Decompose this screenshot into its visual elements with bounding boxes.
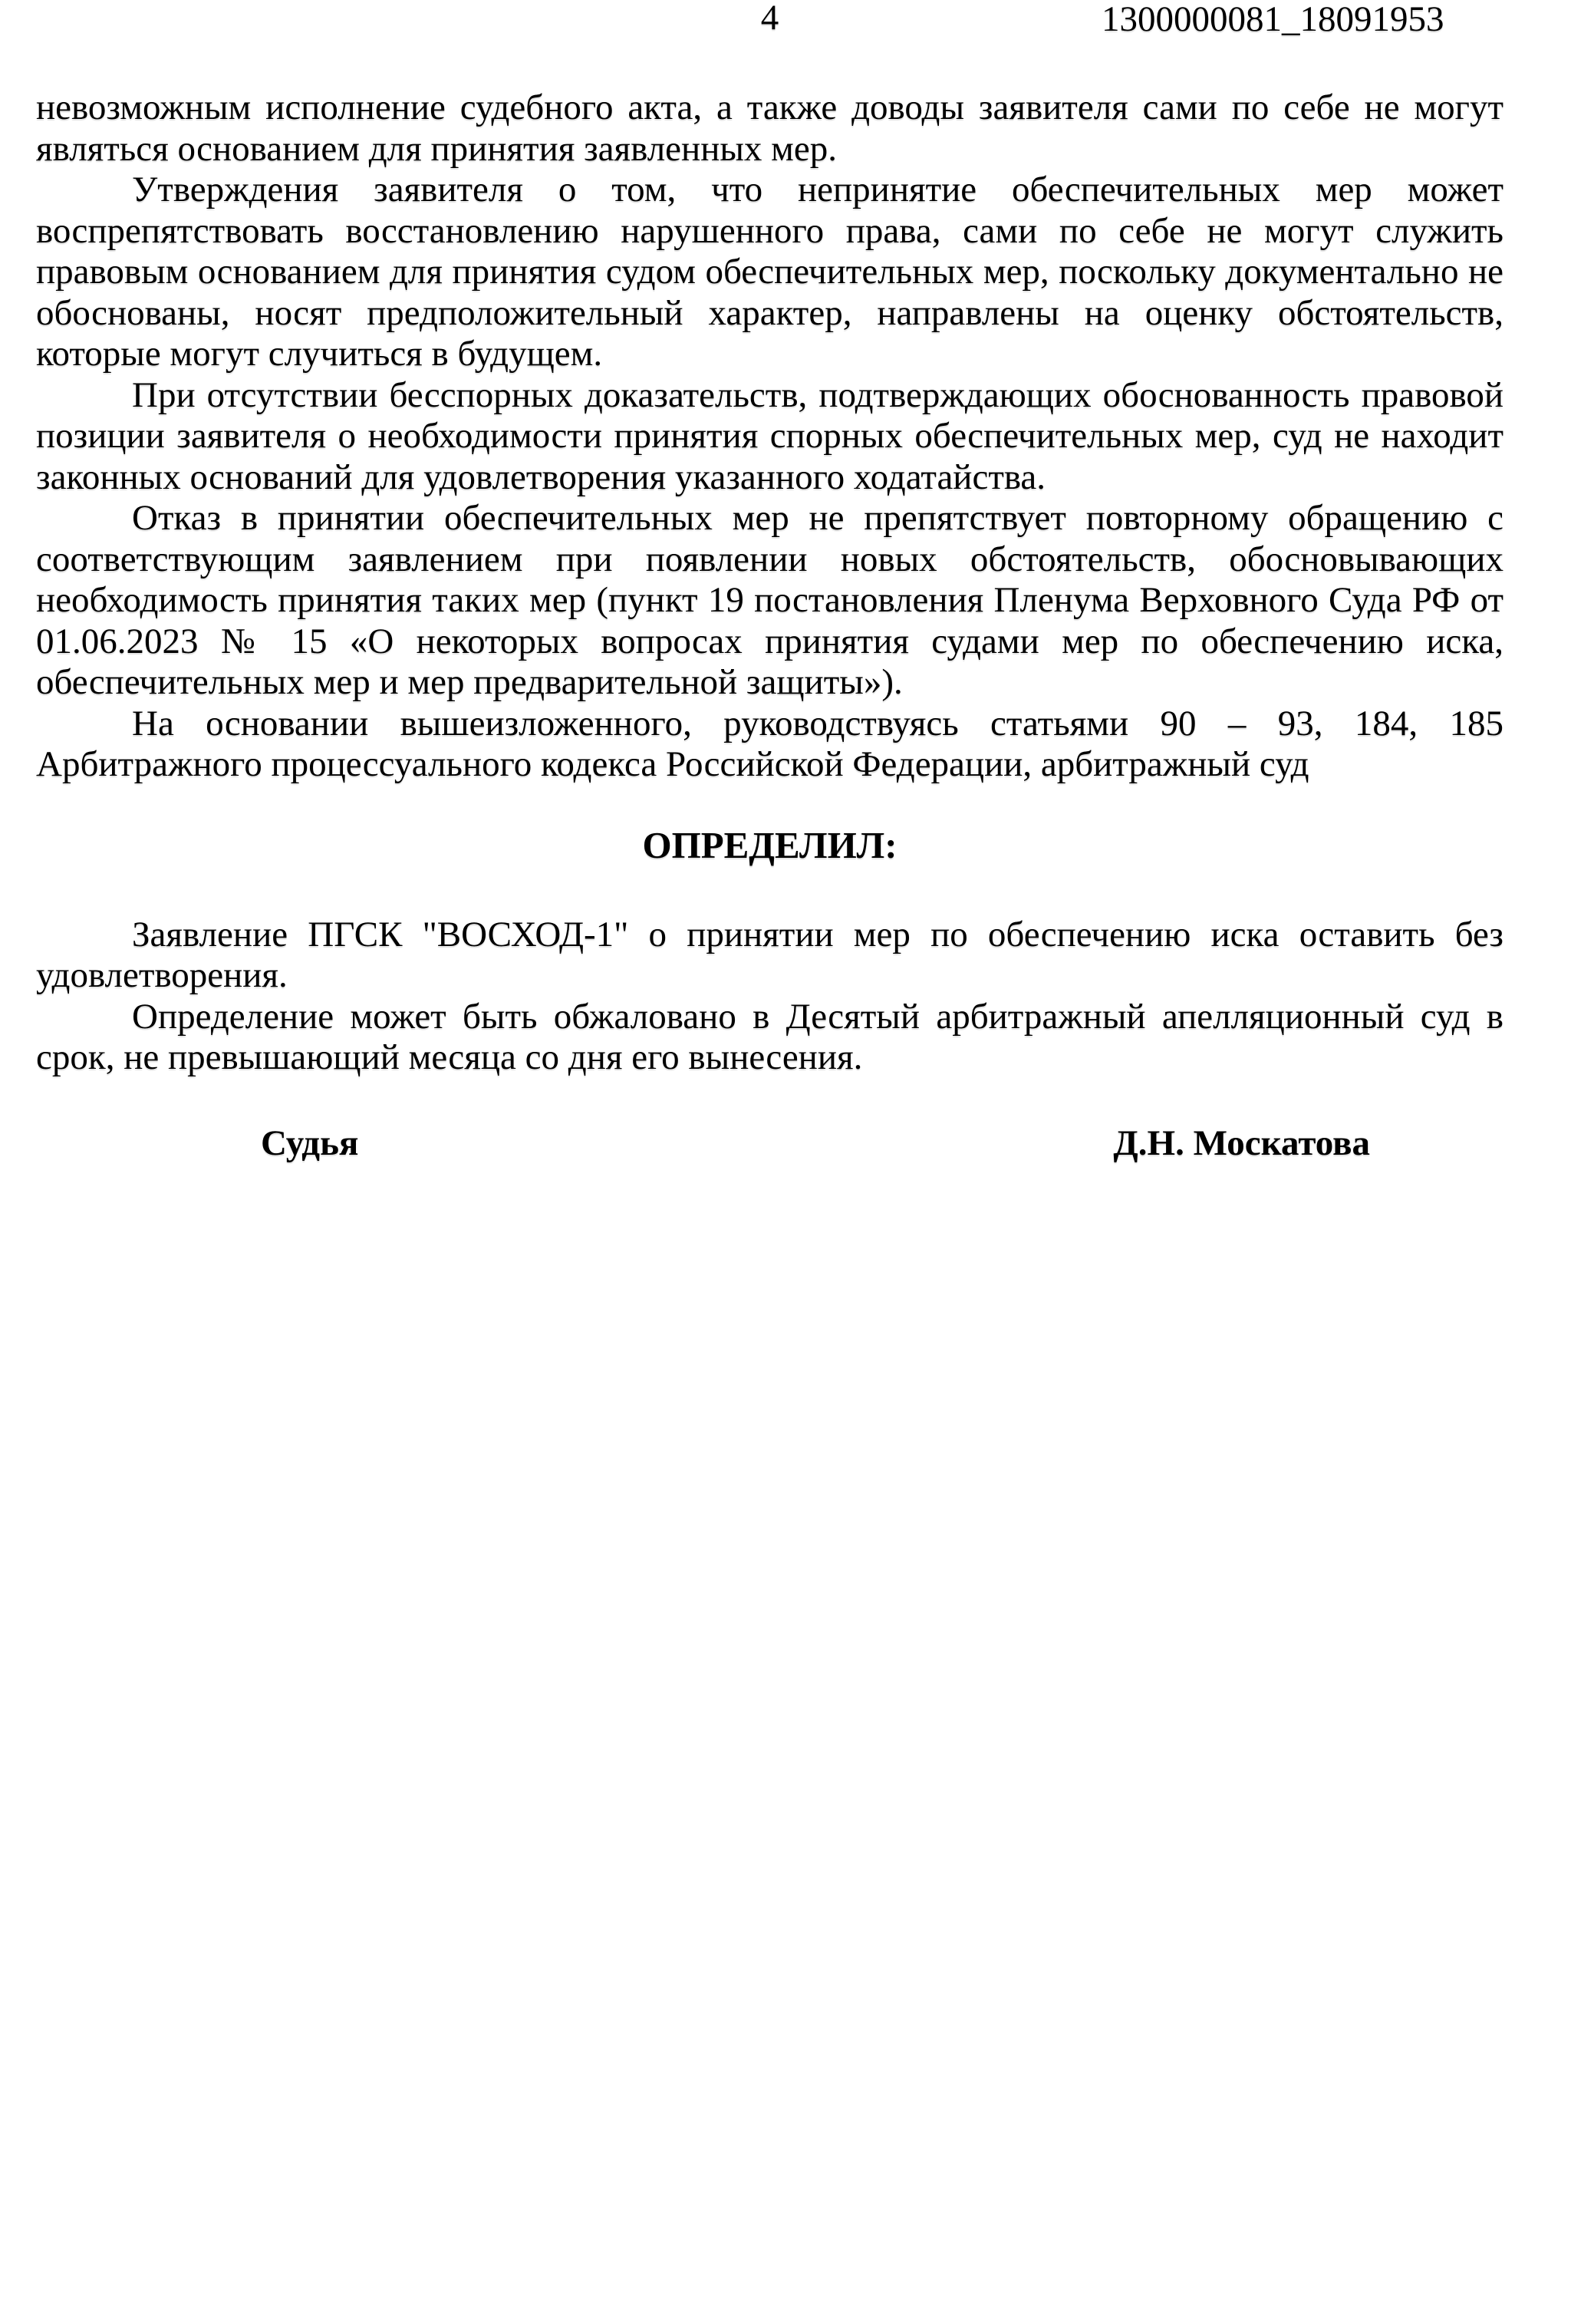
paragraph-operative: Определение может быть обжаловано в Десятый арбитражный апелляционный суд в срок, не превышающий месяца со дня его вынесения.: [36, 996, 1503, 1077]
case-number: 1300000081_18091953: [1102, 0, 1444, 39]
page-number: 4: [760, 0, 779, 38]
paragraph: При отсутствии бесспорных доказательств, подтверждающих обоснованность правовой позиции заявителя о необходимости принятия спорных обеспечительных мер, суд не находит законных оснований для удовлетворения указанного ходатайства.: [36, 374, 1503, 497]
signature-row: [36, 1123, 1503, 1165]
paragraph: Отказ в принятии обеспечительных мер не препятствует повторному обращению с соответствующим заявлением при появлении новых обстоятельств, обосновывающих необходимость принятия таких мер (пункт 19 постановления Пленума Верховного Суда РФ от 01.06.2023 № 15 «О некоторых вопросах принятия судами мер по обеспечению иска, обеспечительных мер и мер предварительной защиты»).: [36, 498, 1503, 702]
paragraph-continuation: невозможным исполнение судебного акта, а также доводы заявителя сами по себе не могут являться основанием для принятия заявленных мер.: [36, 87, 1503, 169]
paragraph: На основании вышеизложенного, руководствуясь статьями 90 – 93, 184, 185 Арбитражного процессуального кодекса Российской Федерации, арбитражный суд: [36, 703, 1503, 784]
judge-role-label: Судья: [261, 1122, 359, 1163]
paragraph-operative: Заявление ПГСК "ВОСХОД-1" о принятии мер по обеспечению иска оставить без удовлетворения.: [36, 914, 1503, 995]
resolution-heading: ОПРЕДЕЛИЛ:: [642, 823, 897, 866]
paragraph: Утверждения заявителя о том, что непринятие обеспечительных мер может воспрепятствовать восстановлению нарушенного права, сами по себе не могут служить правовым основанием для принятия судом обеспечительных мер, поскольку документально не обоснованы, носят предположительный характер, направлены на оценку обстоятельств, которые могут случиться в будущем.: [36, 170, 1503, 374]
judge-name: Д.Н. Москатова: [1113, 1122, 1370, 1163]
document-body: [36, 87, 1503, 1164]
